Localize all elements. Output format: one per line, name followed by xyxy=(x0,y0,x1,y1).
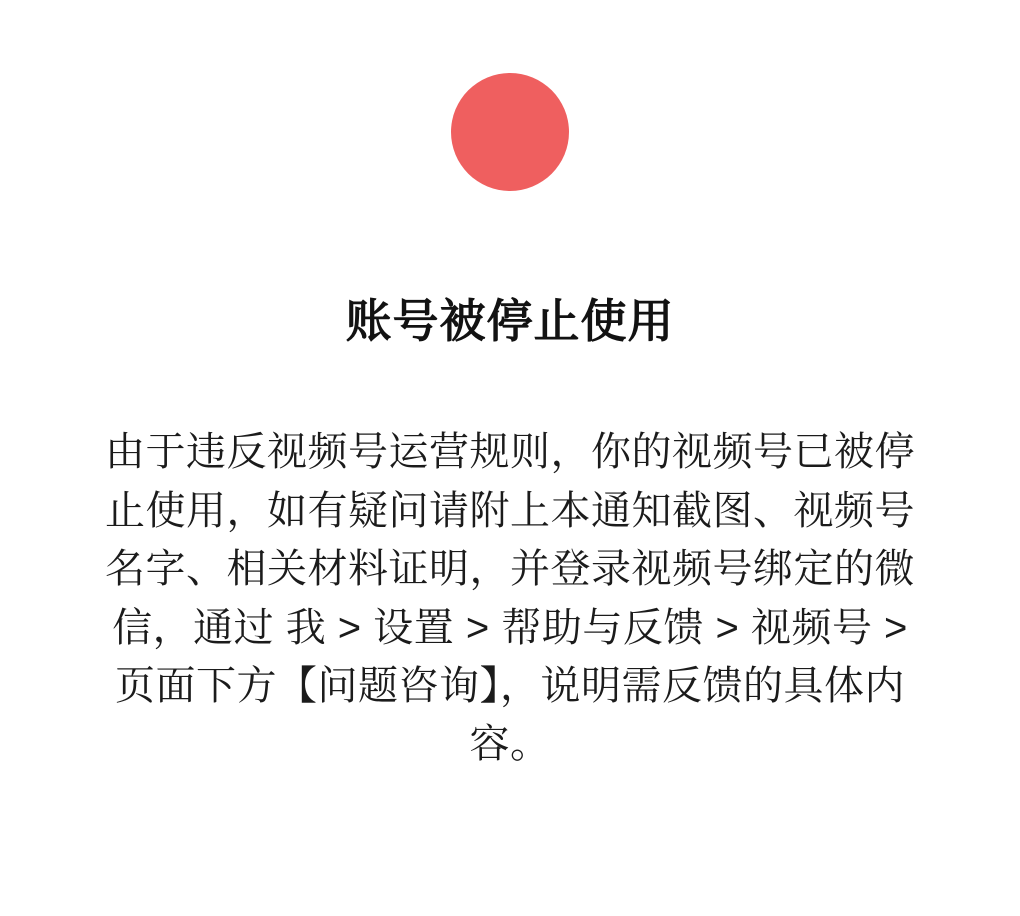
page-title: 账号被停止使用 xyxy=(345,295,675,347)
info-icon-container xyxy=(450,72,570,192)
notice-message: 由于违反视频号运营规则，你的视频号已被停止使用，如有疑问请附上本通知截图、视频号名字、相关材料证明，并登录视频号绑定的微信，通过 我 > 设置 > 帮助与反馈 > 视频号 > 页面下方【问题咨询】，说明需反馈的具体内容。 xyxy=(105,430,915,767)
info-icon xyxy=(451,73,569,191)
